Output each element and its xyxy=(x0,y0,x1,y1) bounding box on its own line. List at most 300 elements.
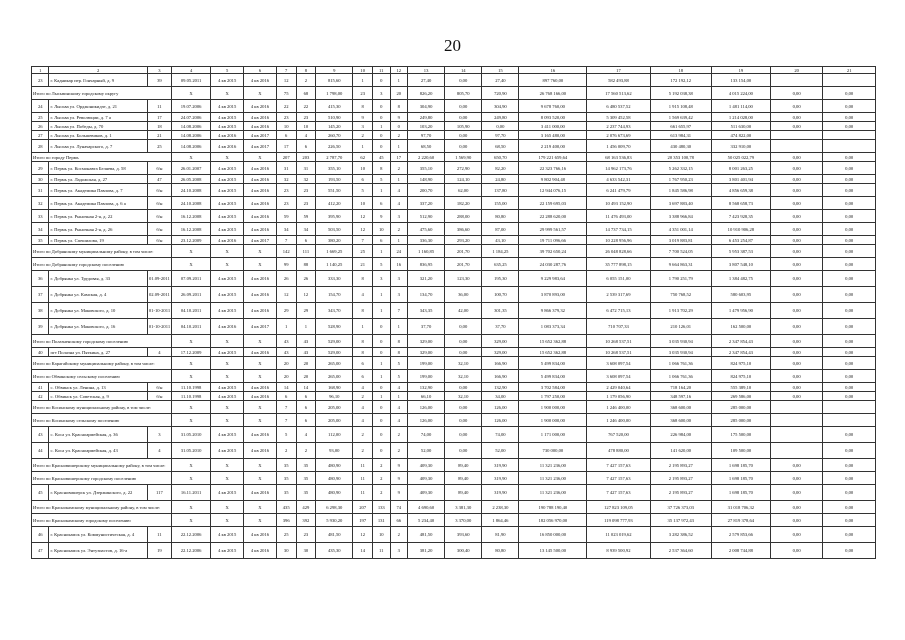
table-cell: 11 xyxy=(373,543,390,559)
table-cell: 0,00 xyxy=(823,245,876,258)
table-cell: 8 xyxy=(390,100,407,113)
table-cell: 01-10-2011 xyxy=(147,319,171,335)
table-cell: 27 xyxy=(32,131,49,140)
table-cell: 11 xyxy=(353,459,373,472)
table-cell: 348 597,16 xyxy=(650,392,711,401)
table-cell: 37 726 373,03 xyxy=(650,501,711,514)
table-cell: 815,60 xyxy=(316,74,353,87)
table-cell: 805,70 xyxy=(445,87,482,100)
table-cell: 8 001 263,25 xyxy=(711,162,770,175)
table-cell: 0 xyxy=(390,122,407,131)
table-cell: 0,00 xyxy=(823,153,876,162)
subtotal-row xyxy=(32,472,876,485)
table-cell: 1 xyxy=(373,370,390,383)
table-cell: 10 268 537,51 xyxy=(587,348,650,357)
table-cell: 4 кв 2015 xyxy=(211,223,244,236)
table-cell: 3 xyxy=(373,87,390,100)
table-cell: 4 xyxy=(390,414,407,427)
table-cell: X xyxy=(171,335,210,348)
table-cell: 126,00 xyxy=(408,414,445,427)
table-cell: 429 xyxy=(296,501,316,514)
table-cell: 199,00 xyxy=(408,370,445,383)
table-cell: 0 xyxy=(373,335,390,348)
table-cell: 0 xyxy=(373,443,390,459)
table-cell: 1 066 761,36 xyxy=(650,370,711,383)
table-cell: 343,35 xyxy=(408,303,445,319)
table-cell: 0,00 xyxy=(823,287,876,303)
table-cell: 82,20 xyxy=(482,162,519,175)
table-cell: 4 кв 2016 xyxy=(244,392,277,401)
table-cell: 2 195 893,27 xyxy=(650,472,711,485)
table-cell: 16.12.2008 xyxy=(171,210,210,223)
table-cell: 75 xyxy=(276,87,296,100)
table-cell: 22.12.2006 xyxy=(171,543,210,559)
table-cell: 0 xyxy=(373,131,390,140)
table-cell: 0,00 xyxy=(445,427,482,443)
table-cell: 2 xyxy=(373,472,390,485)
table-cell: 18 xyxy=(147,122,171,131)
subtotal-row xyxy=(32,501,876,514)
table-cell: 386,60 xyxy=(445,223,482,236)
table-cell: 117 xyxy=(147,485,171,501)
table-cell: X xyxy=(244,514,277,527)
table-cell: 415,30 xyxy=(316,100,353,113)
table-cell: 0,00 xyxy=(823,427,876,443)
table-cell: г. Лысьва ул. Луначарского, д. 7 xyxy=(49,140,147,153)
table-cell: 1 171 000,00 xyxy=(519,427,587,443)
table-cell: 3 870 893,00 xyxy=(519,287,587,303)
table-cell: 190 788 190,40 xyxy=(519,501,587,514)
table-cell: 1 246 400,00 xyxy=(587,414,650,427)
table-cell: 824 975,10 xyxy=(711,370,770,383)
table-cell: 25 xyxy=(32,113,49,122)
table-cell xyxy=(770,427,822,443)
table-cell: 14 xyxy=(276,383,296,392)
table-cell: 10 228 956,96 xyxy=(587,236,650,245)
table-cell: 22 159 695,03 xyxy=(519,197,587,210)
table-cell: 97,70 xyxy=(482,131,519,140)
table-cell: 582 493,88 xyxy=(587,74,650,87)
table-cell: 52,00 xyxy=(482,443,519,459)
table-cell: 1 xyxy=(373,392,390,401)
table-cell: 2 xyxy=(390,443,407,459)
table-cell: X xyxy=(171,153,210,162)
table-cell: 22 323 766,16 xyxy=(519,162,587,175)
table-cell: 480,90 xyxy=(316,472,353,485)
table-cell: X xyxy=(171,501,210,514)
table-cell: 718 164,20 xyxy=(650,383,711,392)
table-row xyxy=(32,197,876,210)
table-cell: 343,70 xyxy=(316,303,353,319)
table-cell: 337,20 xyxy=(408,197,445,210)
table-cell: 6 xyxy=(296,401,316,414)
subtotal-row xyxy=(32,357,876,370)
table-cell: 141 620,00 xyxy=(650,443,711,459)
table-cell: 511 630,00 xyxy=(711,122,770,131)
table-cell: 329,00 xyxy=(408,335,445,348)
table-row xyxy=(32,543,876,559)
table-cell: 1 xyxy=(373,303,390,319)
table-cell: 0,00 xyxy=(823,175,876,184)
table-cell: 0,00 xyxy=(770,245,822,258)
table-cell: 7 423 928,35 xyxy=(711,210,770,223)
table-cell: X xyxy=(211,153,244,162)
table-row xyxy=(32,140,876,153)
table-cell: 35 xyxy=(296,459,316,472)
table-cell: 11.10.1998 xyxy=(171,392,210,401)
table-cell: 293,20 xyxy=(445,236,482,245)
table-cell: 226 984,00 xyxy=(650,427,711,443)
table-cell: 0,00 xyxy=(445,74,482,87)
table-cell: 2 220,60 xyxy=(408,153,445,162)
table-cell: 0 xyxy=(373,140,390,153)
table-cell: 0,00 xyxy=(445,335,482,348)
table-cell: 4 xyxy=(353,401,373,414)
column-number: 4 xyxy=(171,67,210,74)
table-cell: 14 xyxy=(353,543,373,559)
table-cell: 0,00 xyxy=(770,175,822,184)
table-cell: 4 xyxy=(147,348,171,357)
table-cell: 2 xyxy=(373,459,390,472)
table-cell: 336,30 xyxy=(408,236,445,245)
table-cell: 0,00 xyxy=(823,370,876,383)
table-cell: 62 xyxy=(353,153,373,162)
table-cell: 6 xyxy=(353,357,373,370)
table-cell: 0,00 xyxy=(823,162,876,175)
table-cell: X xyxy=(211,514,244,527)
table-cell: 200,70 xyxy=(408,184,445,197)
table-cell: 5 499 834,00 xyxy=(519,370,587,383)
table-cell: 4 кв 2016 xyxy=(211,131,244,140)
column-number: 5 xyxy=(211,67,244,74)
table-cell: 7 xyxy=(276,414,296,427)
table-cell: 0,00 xyxy=(823,271,876,287)
table-cell: 0,00 xyxy=(445,443,482,459)
table-cell: 0 xyxy=(373,348,390,357)
table-cell: 20 xyxy=(296,357,316,370)
table-cell: 897 760,00 xyxy=(519,74,587,87)
table-cell: X xyxy=(211,472,244,485)
table-cell: 510,90 xyxy=(316,113,353,122)
table-cell: 4 кв 2016 xyxy=(244,100,277,113)
table-cell: 30 xyxy=(296,543,316,559)
table-cell: 9 xyxy=(390,485,407,501)
column-number: 20 xyxy=(770,67,822,74)
subtotal-row xyxy=(32,370,876,383)
table-cell: 1 698 185,70 xyxy=(711,459,770,472)
table-cell: 249,80 xyxy=(482,113,519,122)
subtotal-row xyxy=(32,245,876,258)
table-cell: 172 192,12 xyxy=(650,74,711,87)
table-cell: 12 xyxy=(353,210,373,223)
table-cell: 24 xyxy=(32,100,49,113)
table-cell: 3 xyxy=(390,543,407,559)
table-cell: 0,00 xyxy=(445,348,482,357)
column-number: 15 xyxy=(482,67,519,74)
table-row xyxy=(32,131,876,140)
table-cell: б/н xyxy=(147,223,171,236)
table-cell: г. Пермь ул. Академика Павлова, д. 6 а xyxy=(49,197,147,210)
table-cell: 59 xyxy=(296,210,316,223)
table-cell: 112,00 xyxy=(316,427,353,443)
column-number: 17 xyxy=(587,67,650,74)
table-cell: 8 939 500,92 xyxy=(587,543,650,559)
table-cell: 10 xyxy=(373,223,390,236)
table-cell xyxy=(770,74,822,87)
subtotal-label: Итого по Красновишерскому городскому поселению xyxy=(32,472,172,485)
table-cell: 39 xyxy=(32,319,49,335)
table-cell: 7 xyxy=(390,303,407,319)
table-cell: 0 xyxy=(373,383,390,392)
table-cell: 145,20 xyxy=(316,122,353,131)
table-cell: 4 xyxy=(296,427,316,443)
table-cell: 42 xyxy=(32,392,49,401)
table-cell: 9 xyxy=(390,113,407,122)
table-cell: 4 кв 2016 xyxy=(244,184,277,197)
table-cell: 133 xyxy=(373,501,390,514)
table-row xyxy=(32,113,876,122)
table-cell: 4 кв 2015 xyxy=(211,303,244,319)
subtotal-row xyxy=(32,459,876,472)
table-cell: 635,25 xyxy=(482,258,519,271)
table-cell: с. Обвинск ул. Ленина, д. 13 xyxy=(49,383,147,392)
table-cell: 0,00 xyxy=(823,258,876,271)
table-cell: 23 xyxy=(296,197,316,210)
table-cell: 480,90 xyxy=(316,485,353,501)
table-cell: 26 xyxy=(296,271,316,287)
table-cell: 1 900 000,00 xyxy=(519,401,587,414)
table-cell: б/н xyxy=(147,162,171,175)
table-cell: 205,00 xyxy=(316,414,353,427)
table-cell: 3 807 548,10 xyxy=(711,258,770,271)
table-cell: 23 xyxy=(276,184,296,197)
table-cell: 7 xyxy=(276,401,296,414)
table-cell: 7 427 157,63 xyxy=(587,485,650,501)
table-cell: 20 xyxy=(296,370,316,383)
table-cell: 2 008 744,88 xyxy=(711,543,770,559)
table-cell: с. Обвинск ул. Советская, д. 9 xyxy=(49,392,147,401)
table-cell: 14 737 734,15 xyxy=(587,223,650,236)
table-cell: 74,00 xyxy=(482,427,519,443)
subtotal-row xyxy=(32,335,876,348)
table-cell: 2 076 673,69 xyxy=(587,131,650,140)
table-row xyxy=(32,184,876,197)
table-cell: X xyxy=(244,501,277,514)
table-cell: 31 xyxy=(276,162,296,175)
table-row xyxy=(32,303,876,319)
table-cell: 197 xyxy=(353,514,373,527)
table-cell: 4 кв 2016 xyxy=(244,74,277,87)
table-cell xyxy=(770,140,822,153)
table-cell: г. Добрянка ул. Маковского, д. 10 xyxy=(49,303,147,319)
table-cell: 0,00 xyxy=(770,527,822,543)
table-cell: 26.01.2007 xyxy=(171,162,210,175)
table-cell: 3 381,30 xyxy=(445,501,482,514)
table-cell: г. Краснокамск ул. Коммунистическая, д. 4 xyxy=(49,527,147,543)
table-cell: 4 кв 2016 xyxy=(244,443,277,459)
table-cell: 15 652 362,88 xyxy=(519,348,587,357)
table-cell: 12 xyxy=(353,223,373,236)
table-cell: 4 кв 2016 xyxy=(244,527,277,543)
table-cell: 3 xyxy=(390,210,407,223)
table-cell: 11 023 019,62 xyxy=(587,527,650,543)
table-cell: 4 кв 2015 xyxy=(211,210,244,223)
table-cell: 0,00 xyxy=(823,357,876,370)
table-cell: 126,00 xyxy=(482,401,519,414)
table-cell: 26.09.2011 xyxy=(171,287,210,303)
table-cell: 39 702 650,24 xyxy=(519,245,587,258)
table-cell: 2 xyxy=(390,223,407,236)
table-cell: 435,30 xyxy=(316,543,353,559)
table-cell: 162 500,00 xyxy=(711,319,770,335)
table-cell: 35 xyxy=(296,472,316,485)
table-cell: 35 137 972,43 xyxy=(650,514,711,527)
table-cell: 265,00 xyxy=(316,370,353,383)
table-cell: 74,00 xyxy=(408,427,445,443)
column-number: 10 xyxy=(353,67,373,74)
table-cell: X xyxy=(244,401,277,414)
table-cell: 0,00 xyxy=(770,236,822,245)
table-cell: 3 608 097,54 xyxy=(587,357,650,370)
table-cell: 9 678 760,00 xyxy=(519,100,587,113)
table-cell: 0,00 xyxy=(823,122,876,131)
table-cell: X xyxy=(244,357,277,370)
table-cell: 10 493 152,90 xyxy=(587,197,650,210)
table-cell: X xyxy=(244,472,277,485)
table-cell: 3 xyxy=(353,122,373,131)
table-cell: 123,30 xyxy=(445,271,482,287)
table-cell: 1 xyxy=(373,357,390,370)
table-cell: 3 801 401,94 xyxy=(711,175,770,184)
table-cell: 11 xyxy=(353,485,373,501)
table-cell: 5 953 387,53 xyxy=(711,245,770,258)
table-cell: 6 xyxy=(276,392,296,401)
table-cell: 272,90 xyxy=(445,162,482,175)
table-cell: X xyxy=(171,258,210,271)
table-cell: 210 126,01 xyxy=(650,319,711,335)
table-cell xyxy=(823,414,876,427)
table-cell: 1 xyxy=(390,236,407,245)
table-cell: 4 кв 2016 xyxy=(244,287,277,303)
table-cell: 2 579 853,66 xyxy=(711,527,770,543)
table-cell: б/н xyxy=(147,184,171,197)
table-cell: 1 456 009,70 xyxy=(587,140,650,153)
column-number: 7 xyxy=(276,67,296,74)
table-row xyxy=(32,392,876,401)
table-cell: 19 711 096,66 xyxy=(519,236,587,245)
table-cell: 1 900 000,00 xyxy=(519,414,587,427)
table-cell: 0,00 xyxy=(823,303,876,319)
table-cell: 20 xyxy=(276,357,296,370)
table-cell: 37,70 xyxy=(482,319,519,335)
table-cell: 205,00 xyxy=(316,401,353,414)
table-cell: 1 140,25 xyxy=(316,258,353,271)
table-cell: 52,00 xyxy=(408,443,445,459)
table-cell: 319,90 xyxy=(482,472,519,485)
subtotal-row xyxy=(32,401,876,414)
table-cell: 97,70 xyxy=(408,131,445,140)
table-cell xyxy=(770,414,822,427)
table-cell: 7 xyxy=(353,236,373,245)
table-cell: 13 145 500,00 xyxy=(519,543,587,559)
table-cell: 4 кв 2015 xyxy=(211,100,244,113)
table-cell: 01.09-2011 xyxy=(147,271,171,287)
table-cell: 0 xyxy=(373,113,390,122)
table-cell: 35 xyxy=(276,459,296,472)
table-cell: 6 xyxy=(373,197,390,210)
table-cell: 529,00 xyxy=(316,348,353,357)
table-cell: 0 xyxy=(373,414,390,427)
table-cell: 175 500,00 xyxy=(711,427,770,443)
table-cell: 0,00 xyxy=(770,459,822,472)
table-cell: 226,50 xyxy=(316,140,353,153)
table-cell: 43,10 xyxy=(482,236,519,245)
table-cell: 329,00 xyxy=(482,335,519,348)
table-cell: 68,50 xyxy=(408,140,445,153)
table-cell: 0,00 xyxy=(770,319,822,335)
table-row xyxy=(32,122,876,131)
table-cell: 22 xyxy=(296,100,316,113)
table-cell: 2 xyxy=(353,131,373,140)
table-cell: 3 xyxy=(390,287,407,303)
table-cell: 201,70 xyxy=(445,258,482,271)
table-cell: 480,90 xyxy=(316,459,353,472)
table-cell: 23 xyxy=(353,87,373,100)
table-cell: 288,00 xyxy=(445,210,482,223)
table-cell: 3 xyxy=(373,271,390,287)
table-cell: 5 262 332,15 xyxy=(650,162,711,175)
column-number-row xyxy=(32,67,876,74)
table-cell: 1 569 639,42 xyxy=(650,113,711,122)
table-cell: 529,00 xyxy=(316,335,353,348)
table-cell: 0,00 xyxy=(770,87,822,100)
table-cell: 555 389,10 xyxy=(711,383,770,392)
table-cell: 0,00 xyxy=(770,392,822,401)
table-cell: 304,90 xyxy=(408,100,445,113)
table-cell: 32 xyxy=(32,197,49,210)
column-number: 8 xyxy=(296,67,316,74)
table-cell: 17 560 513,62 xyxy=(587,87,650,100)
table-cell: г. Добрянка ул. Маковского, д. 16 xyxy=(49,319,147,335)
table-cell: 34 xyxy=(296,223,316,236)
table-cell: 155,00 xyxy=(482,197,519,210)
table-cell: 29 999 561,57 xyxy=(519,223,587,236)
table-cell: 17 xyxy=(390,153,407,162)
table-cell: 207 xyxy=(353,501,373,514)
table-cell: 23 xyxy=(276,197,296,210)
table-cell: 35 xyxy=(32,236,49,245)
table-cell: 35 xyxy=(276,472,296,485)
table-cell: 34 xyxy=(32,223,49,236)
table-cell: 368 600,00 xyxy=(650,401,711,414)
table-cell: 10 268 537,51 xyxy=(587,335,650,348)
table-cell: 1 xyxy=(390,74,407,87)
table-cell: 2 xyxy=(296,443,316,459)
table-cell: 26 xyxy=(276,271,296,287)
table-cell: 9 229 983,64 xyxy=(519,271,587,287)
table-cell: 35 xyxy=(276,485,296,501)
table-row xyxy=(32,485,876,501)
table-cell: 4 кв 2015 xyxy=(211,162,244,175)
table-cell: 89,40 xyxy=(445,485,482,501)
table-cell: 35 xyxy=(296,485,316,501)
table-cell: 661 655,97 xyxy=(650,122,711,131)
table-cell: 4 690,60 xyxy=(408,501,445,514)
table-cell: 613 984,31 xyxy=(650,131,711,140)
table-cell: 105,90 xyxy=(445,122,482,131)
table-cell: 09.05.2011 xyxy=(171,74,210,87)
table-cell: X xyxy=(211,335,244,348)
